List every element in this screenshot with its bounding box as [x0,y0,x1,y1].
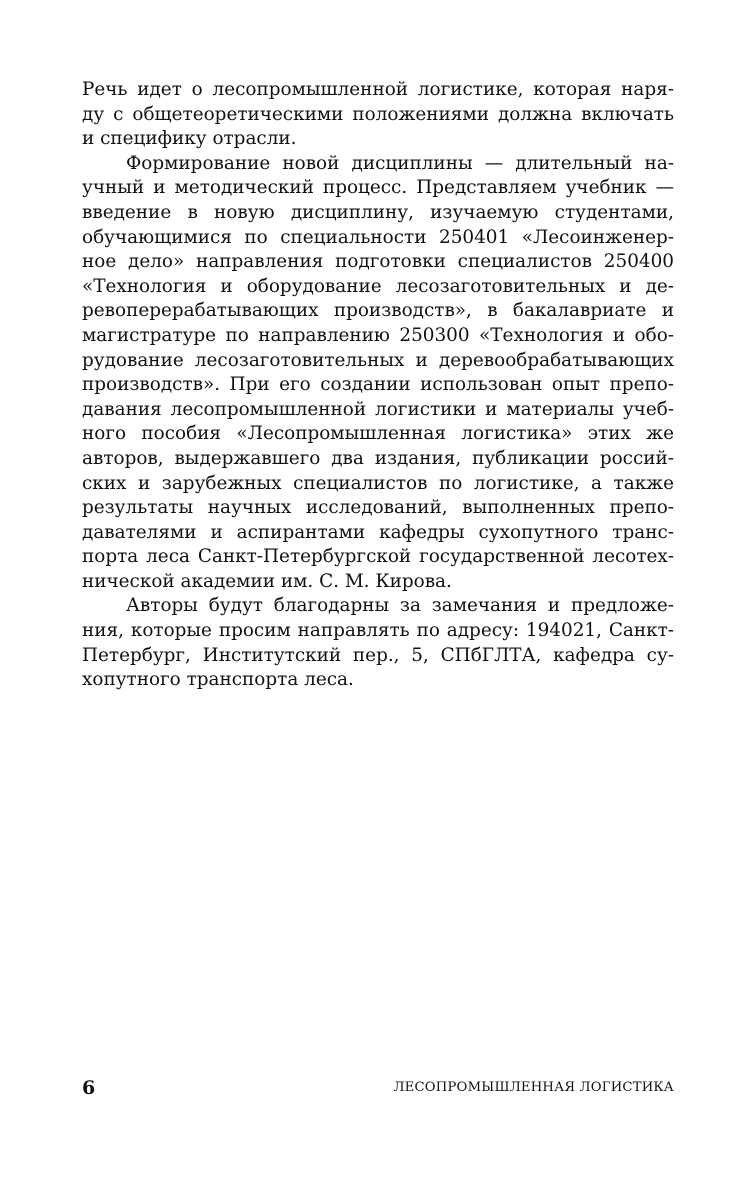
text-line: Формирование новой дисциплины — длительный на- [126,152,674,174]
text-line: авторов, выдержавшего два издания, публикации россий- [82,447,674,469]
text-line: производств». При его создании использован опыт препо- [82,374,674,396]
text-line: учный и методический процесс. Представляем учебник — [82,177,674,199]
text-line: давания лесопромышленной логистики и материалы учеб- [82,398,674,420]
body-text [82,78,674,693]
text-line: хопутного транспорта леса. [82,669,354,691]
running-title: ЛЕСОПРОМЫШЛЕННАЯ ЛОГИСТИКА [393,1080,674,1095]
paragraph-2 [82,152,674,595]
text-line: рудование лесозаготовительных и деревообрабатывающих [82,349,674,371]
page-number: 6 [82,1077,96,1099]
text-line: «Технология и оборудование лесозаготовительных и де- [82,275,674,297]
text-line: ду с общетеоретическими положениями должна включать [82,103,674,125]
text-line: введение в новую дисциплину, изучаемую студентами, [82,201,674,223]
text-line: магистратуре по направлению 250300 «Технология и обо- [82,324,674,346]
text-line: Авторы будут благодарны за замечания и предложе- [126,595,674,617]
text-line: ревоперерабатывающих производств», в бакалавриате и [82,300,674,322]
paragraph-1 [82,78,674,152]
text-line: Речь идет о лесопромышленной логистике, которая наря- [82,79,674,100]
text-line: ное дело» направления подготовки специалистов 250400 [82,251,674,273]
text-line: порта леса Санкт-Петербургской государственной лесотех- [82,546,674,568]
text-line: давателями и аспирантами кафедры сухопутного транс- [82,521,674,543]
text-line: нической академии им. С. М. Кирова. [82,570,452,592]
text-line: ного пособия «Лесопромышленная логистика» этих же [82,423,674,445]
paragraph-3 [82,594,674,692]
text-line: Петербург, Институтский пер., 5, СПбГЛТА, кафедра су- [82,644,674,666]
text-line: ских и зарубежных специалистов по логистике, а также [82,472,674,494]
text-line: и специфику отрасли. [82,128,297,150]
text-line: результаты научных исследований, выполненных препо- [82,497,674,519]
text-line: ния, которые просим направлять по адресу: 194021, Санкт- [82,620,674,642]
page-footer [82,1077,674,1101]
text-line: обучающимися по специальности 250401 «Лесоинженер- [82,226,674,248]
